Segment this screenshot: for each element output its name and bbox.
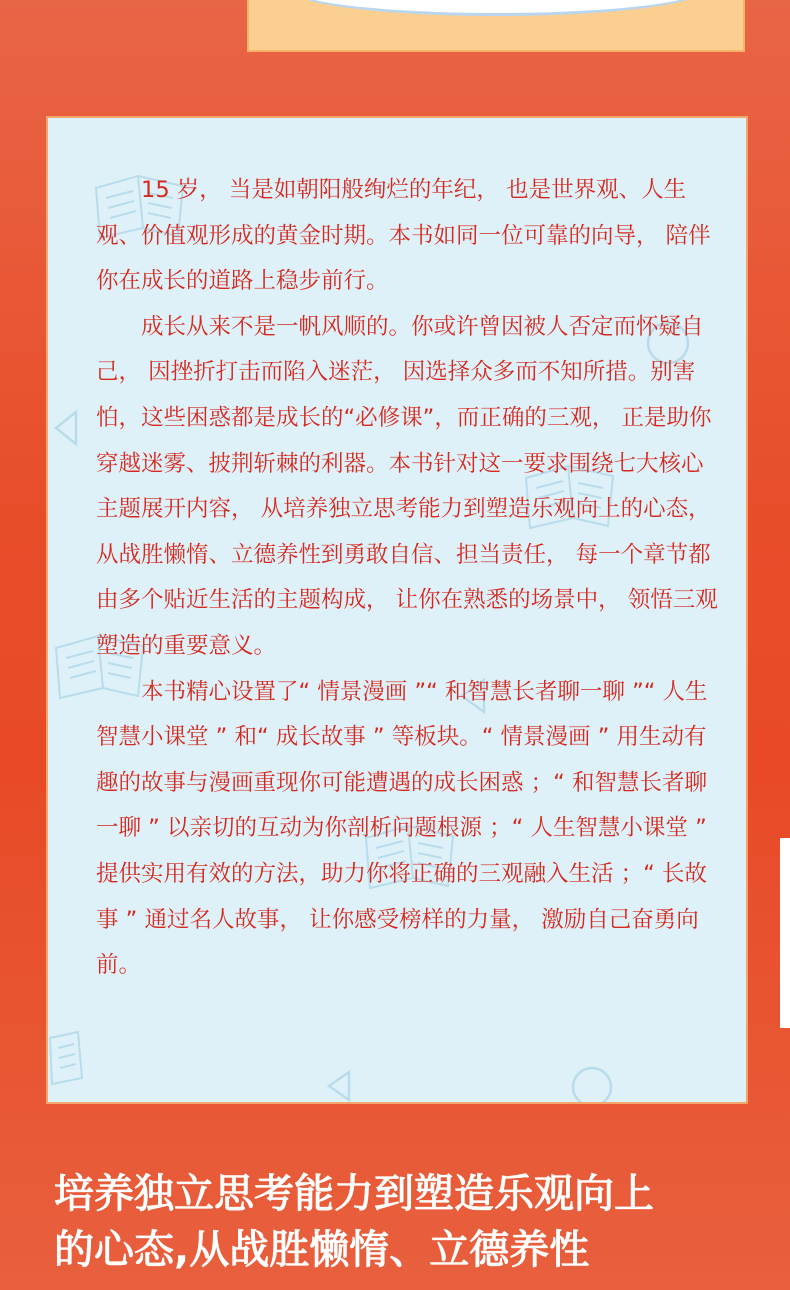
book-doodle-icon xyxy=(48,1028,108,1088)
intro-text-panel xyxy=(46,116,748,1104)
edge-strip xyxy=(780,838,790,1028)
triangle-doodle-icon xyxy=(323,1068,353,1104)
paragraph: 成长从来不是一帆风顺的。你或许曾因被人否定而怀疑自己， 因挫折打击而陷入迷茫， 因选择众多而不知所措。别害怕，这些困惑都是成长的“必修课”，而正确的三观， 正是助你穿越迷雾、披荆斩棘的利器。本书针对这一要求围绕七大核心主题展开内容， 从培养独立思考能力到塑造乐观向上的心态，从战胜懒惰、立德养性到勇敢自信、担当责任， 每一个章节都由多个贴近生活的主题构成， 让你在熟悉的场景中， 领悟三观塑造的重要意义。 xyxy=(96,313,718,659)
circle-doodle-icon xyxy=(568,1063,616,1104)
triangle-doodle-icon xyxy=(52,408,80,448)
section-heading xyxy=(54,1166,754,1278)
top-card xyxy=(247,0,745,52)
paragraph: 15 岁， 当是如朝阳般绚烂的年纪， 也是世界观、人生观、价值观形成的黄金时期。本书如同一位可靠的向导， 陪伴你在成长的道路上稳步前行。 xyxy=(96,177,711,295)
speech-bubble xyxy=(289,0,705,16)
body-text xyxy=(96,168,718,989)
paragraph: 本书精心设置了“ 情景漫画 ”“ 和智慧长者聊一聊 ”“ 人生智慧小课堂 ” 和“ 成长故事 ” 等板块。“ 情景漫画 ” 用生动有趣的故事与漫画重现你可能遭遇的成长困惑 ；“ 和智慧长者聊一聊 ” 以亲切的互动为你剖析问题根源 ；“ 人生智慧小课堂 ” 提供实用有效的方法，助力你将正确的三观融入生活 ；“ 长故事 ” 通过名人故事， 让你感受榜样的力量， 激励自己奋勇向前。 xyxy=(96,678,708,979)
heading-line: 的心态,从战胜懒惰、立德养性 xyxy=(54,1227,590,1273)
heading-line: 培养独立思考能力到塑造乐观向上 xyxy=(54,1171,654,1217)
